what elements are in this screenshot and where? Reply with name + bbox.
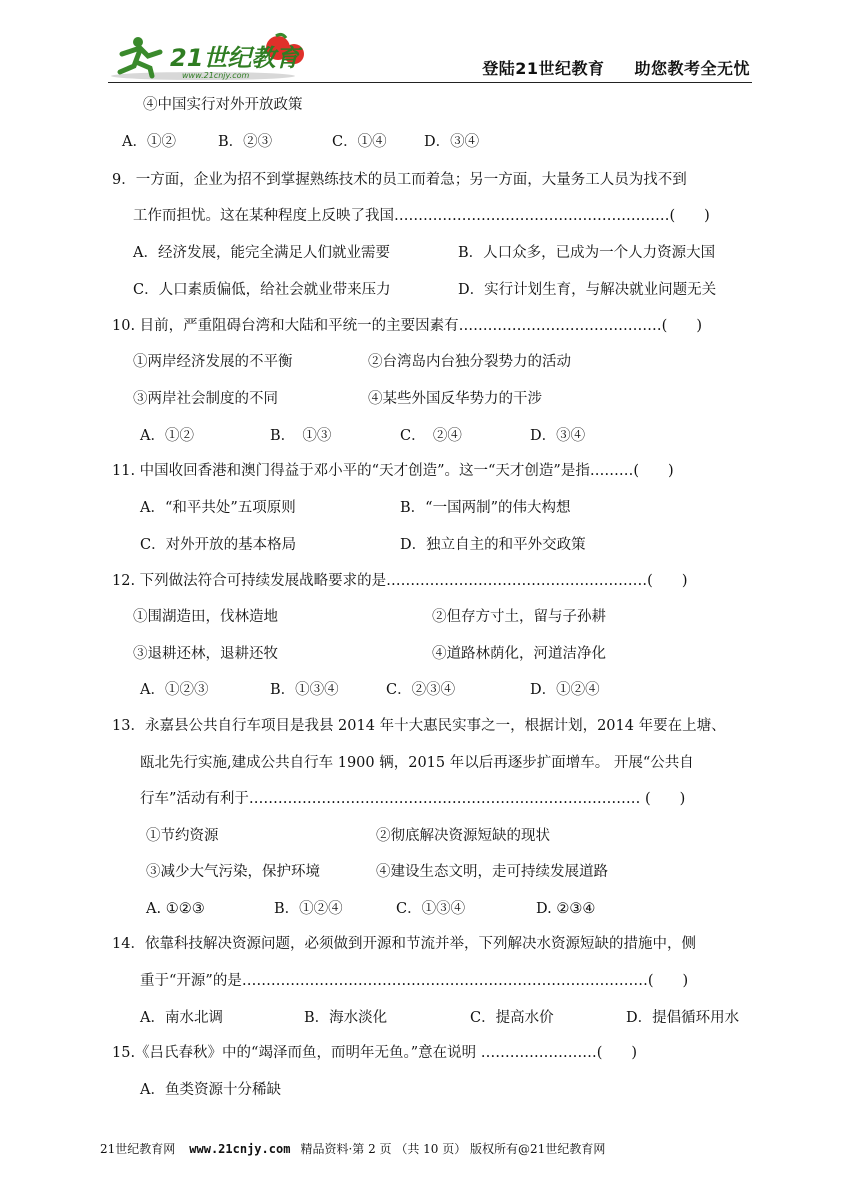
option-line: ②彻底解决资源短缺的现状 — [376, 828, 550, 844]
page-footer — [100, 1140, 605, 1157]
answer-choice: D．实行计划生育，与解决就业问题无关 — [458, 282, 717, 298]
answer-choice: C．对外开放的基本格局 — [140, 537, 297, 553]
footer-site: 21世纪教育网 — [100, 1142, 176, 1156]
option-line: ②台湾岛内台独分裂势力的活动 — [368, 354, 571, 370]
svg-text:21世纪教育: 21世纪教育 — [170, 44, 300, 72]
answer-choice: D．③④ — [530, 428, 586, 444]
option-line: ③减少大气污染，保护环境 — [146, 864, 320, 880]
answer-choice: D．独立自主的和平外交政策 — [400, 537, 586, 553]
option-line: ④某些外国反华势力的干涉 — [368, 391, 542, 407]
question-12: 12. 下列做法符合可持续发展战略要求的是………………………………………………( ) — [112, 573, 688, 589]
answer-choice: D．①②④ — [530, 682, 600, 698]
question-14: 14．依靠科技解决资源问题，必须做到开源和节流并举，下列解决水资源短缺的措施中，侧 — [112, 936, 696, 952]
answer-choice: B．海水淡化 — [304, 1010, 388, 1026]
answer-choice: C．人口素质偏低，给社会就业带来压力 — [133, 282, 391, 298]
logo — [108, 32, 308, 82]
slogan-left: 登陆21世纪教育 — [482, 59, 605, 78]
option-line: ③两岸社会制度的不同 — [133, 391, 278, 407]
svg-text:www.21cnjy.com: www.21cnjy.com — [182, 71, 250, 80]
answer-choice: A．①②③ — [140, 682, 209, 698]
footer-page-info: 精品资料·第 2 页 （共 10 页） 版权所有@21世纪教育网 — [300, 1142, 606, 1156]
footer-url[interactable]: www.21cnjy.com — [189, 1142, 291, 1156]
question-14-cont: 重于“开源”的是…………………………………………………………………………( ) — [140, 973, 689, 989]
option-line: ④建设生态文明，走可持续发展道路 — [376, 864, 608, 880]
question-13-cont: 瓯北先行实施,建成公共自行车 1900 辆，2015 年以后再逐步扩面增车。 开展“公共自 — [140, 755, 694, 771]
answer-choice: A．鱼类资源十分稀缺 — [140, 1082, 281, 1098]
option-line: ④中国实行对外开放政策 — [143, 97, 303, 113]
question-13-cont: 行车”活动有利于……………………………………………………………………… ( ) — [140, 791, 686, 807]
page-header — [108, 30, 752, 83]
question-11: 11. 中国收回香港和澳门得益于邓小平的“天才创造”。这一“天才创造”是指………( ) — [112, 463, 674, 479]
answer-choice: A．①② — [140, 428, 194, 444]
answer-choice: A．南水北调 — [140, 1010, 223, 1026]
option-line: ①围湖造田，伐林造地 — [133, 609, 278, 625]
answer-choice: B．①②④ — [274, 901, 343, 917]
answer-choice: A. ①②③ — [146, 901, 205, 917]
question-10: 10. 目前，严重阻碍台湾和大陆和平统一的主要因素有……………………………………( ) — [112, 318, 702, 334]
answer-choice: A．经济发展，能完全满足人们就业需要 — [133, 245, 390, 261]
header-slogan — [482, 56, 750, 79]
answer-choice: C．提高水价 — [470, 1010, 554, 1026]
runner-logo-icon — [108, 32, 308, 82]
answer-choice: B．人口众多，已成为一个人力资源大国 — [458, 245, 716, 261]
answer-choice: C． ②④ — [400, 428, 462, 444]
question-13: 13．永嘉县公共自行车项目是我县 2014 年十大惠民实事之一，根据计划，2014 年要在上塘、 — [112, 718, 726, 734]
answer-choice: D．③④ — [424, 134, 480, 150]
option-line: ②但存方寸土，留与子孙耕 — [432, 609, 606, 625]
option-line: ①两岸经济发展的不平衡 — [133, 354, 293, 370]
answer-choice: D．提倡循环用水 — [626, 1010, 740, 1026]
option-line: ④道路林荫化，河道洁净化 — [432, 646, 606, 662]
answer-choice: B．②③ — [218, 134, 273, 150]
answer-choice: C．①④ — [332, 134, 387, 150]
answer-choice: D. ②③④ — [536, 901, 596, 917]
answer-choice: B．①③④ — [270, 682, 339, 698]
answer-choice: C．②③④ — [386, 682, 456, 698]
option-line: ③退耕还林，退耕还牧 — [133, 646, 278, 662]
question-15: 15.《吕氏春秋》中的“竭泽而鱼，而明年无鱼。”意在说明 ……………………( ) — [112, 1045, 638, 1061]
answer-choice: A．“和平共处”五项原则 — [140, 500, 296, 516]
answer-choice: C．①③④ — [396, 901, 466, 917]
answer-choice: B．“一国两制”的伟大构想 — [400, 500, 571, 516]
question-9-cont: 工作而担忧。这在某种程度上反映了我国…………………………………………………( ) — [133, 208, 710, 224]
question-9: 9．一方面，企业为招不到掌握熟练技术的员工而着急；另一方面，大量务工人员为找不到 — [112, 172, 687, 188]
option-line: ①节约资源 — [146, 828, 219, 844]
slogan-right: 助您教考全无忧 — [634, 59, 750, 78]
answer-choice: A．①② — [122, 134, 176, 150]
answer-choice: B． ①③ — [270, 428, 332, 444]
